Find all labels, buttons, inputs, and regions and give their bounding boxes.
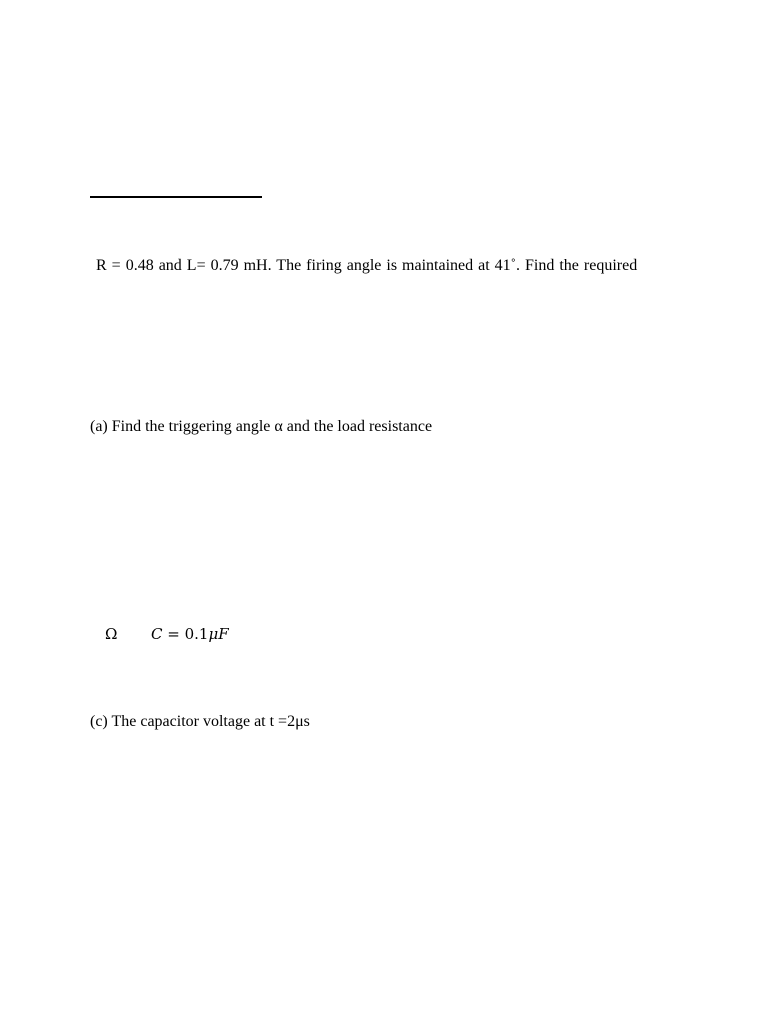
horizontal-rule <box>90 196 262 198</box>
capacitance-unit: F <box>218 625 229 643</box>
capacitance-equation <box>151 624 229 644</box>
capacitance-value: = 0.1 <box>162 625 209 643</box>
capacitance-variable: C <box>151 625 163 643</box>
question-part-a: (a) Find the triggering angle α and the load resistance <box>90 418 433 435</box>
question-part-c: (c) The capacitor voltage at t =2μs <box>90 713 310 730</box>
problem-statement-line: R = 0.48 and L= 0.79 mH. The firing angle is maintained at 41˚. Find the required <box>96 257 638 274</box>
capacitance-mu: μ <box>208 625 219 643</box>
omega-symbol: Ω <box>105 625 118 643</box>
